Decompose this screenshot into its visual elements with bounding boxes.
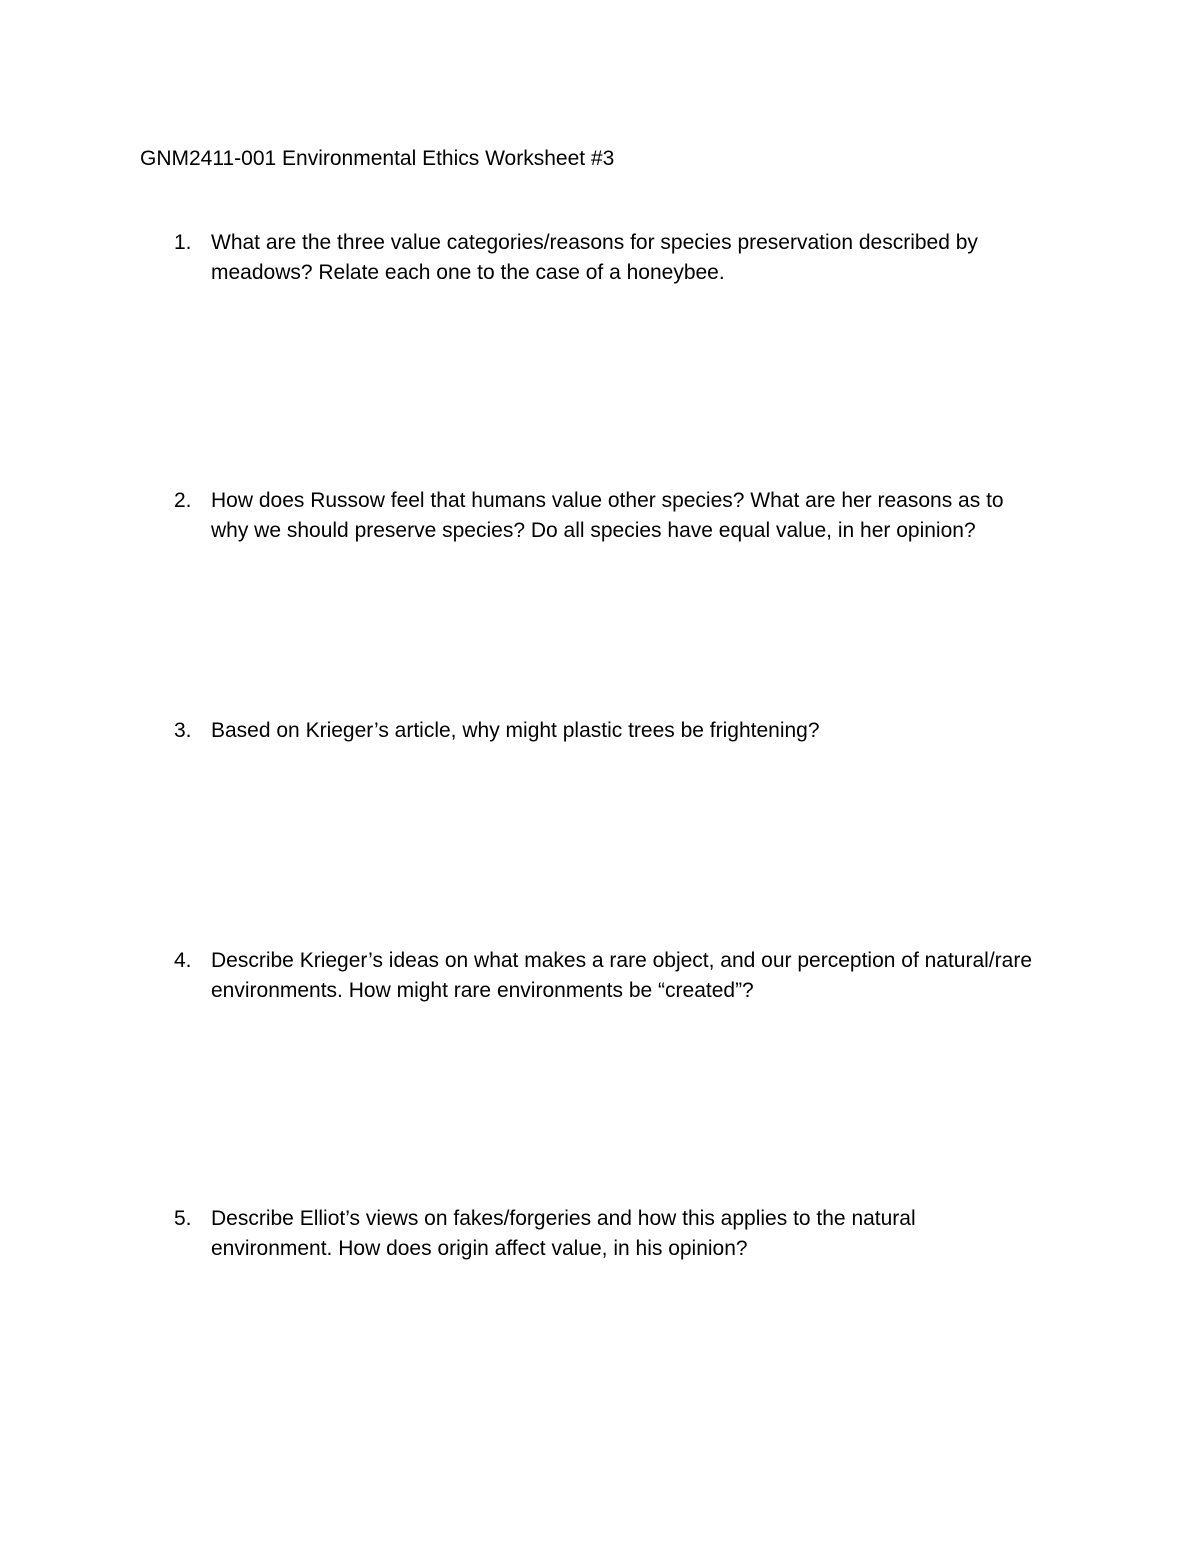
question-2 bbox=[140, 486, 1080, 546]
question-number: 4. bbox=[174, 949, 192, 972]
question-text bbox=[211, 716, 1080, 746]
question-3 bbox=[140, 716, 1080, 746]
question-text bbox=[211, 946, 1080, 1006]
question-line: meadows? Relate each one to the case of a honeybee. bbox=[211, 261, 725, 284]
question-line: Describe Elliot’s views on fakes/forgeries and how this applies to the natural bbox=[211, 1207, 916, 1230]
question-text bbox=[211, 486, 1080, 546]
question-line: environments. How might rare environments be “created”? bbox=[211, 979, 754, 1002]
question-number: 1. bbox=[174, 231, 192, 254]
question-5 bbox=[140, 1204, 1080, 1264]
worksheet-title: GNM2411-001 Environmental Ethics Worksheet #3 bbox=[140, 147, 615, 170]
question-4 bbox=[140, 946, 1080, 1006]
question-line: environment. How does origin affect value, in his opinion? bbox=[211, 1237, 748, 1260]
question-1 bbox=[140, 228, 1080, 288]
question-number: 3. bbox=[174, 719, 192, 742]
question-text bbox=[211, 228, 1080, 288]
question-number: 2. bbox=[174, 489, 192, 512]
question-text bbox=[211, 1204, 1080, 1264]
question-line: Describe Krieger’s ideas on what makes a rare object, and our perception of natural/rare bbox=[211, 949, 1032, 972]
question-line: why we should preserve species? Do all species have equal value, in her opinion? bbox=[211, 519, 976, 542]
question-line: How does Russow feel that humans value other species? What are her reasons as to bbox=[211, 489, 1004, 512]
question-line: What are the three value categories/reasons for species preservation described by bbox=[211, 231, 978, 254]
question-number: 5. bbox=[174, 1207, 192, 1230]
question-line: Based on Krieger’s article, why might plastic trees be frightening? bbox=[211, 719, 820, 742]
